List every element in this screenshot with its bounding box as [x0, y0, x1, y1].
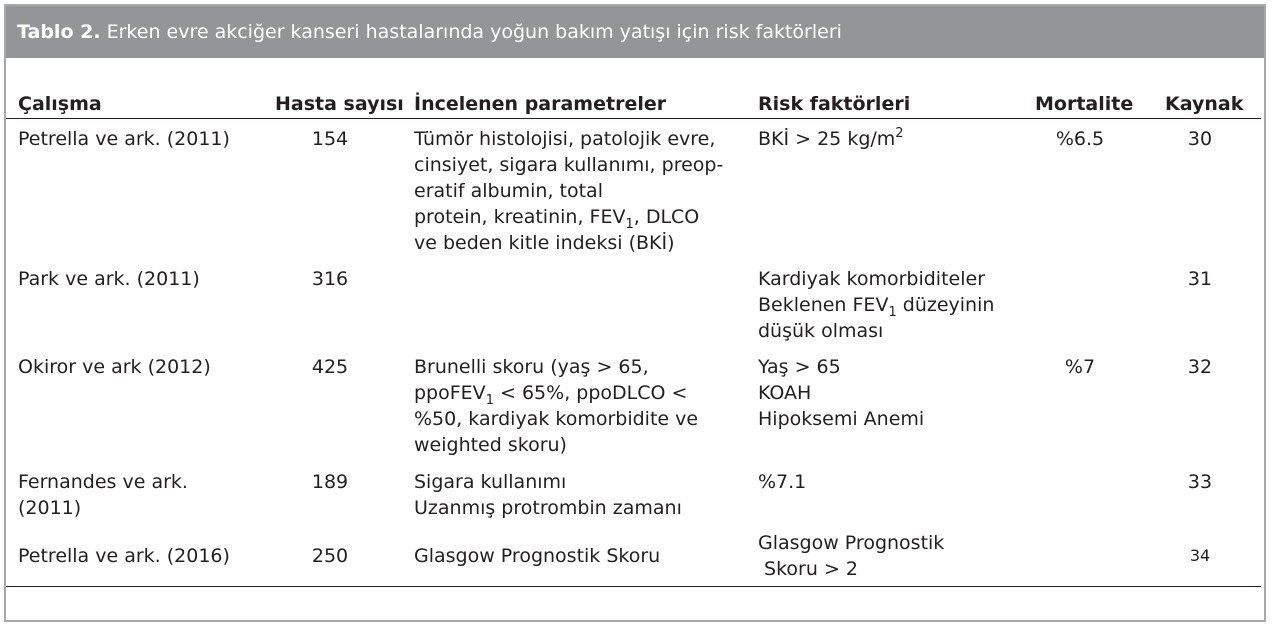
- row-5-ref: 34: [1189, 546, 1211, 565]
- header-params: İncelenen parametreler: [414, 93, 667, 115]
- row-5-study: Petrella ve ark. (2016): [18, 545, 230, 567]
- header-mortality: Mortalite: [1035, 93, 1134, 115]
- row-1-study: Petrella ve ark. (2011): [18, 128, 230, 150]
- row-3-risk: Yaş > 65 KOAH Hipoksemi Anemi: [758, 356, 925, 430]
- header-ref: Kaynak: [1165, 93, 1244, 115]
- row-2-risk: Kardiyak komorbiditeler Beklenen $FEV_1$ düzeyinin düşük olması: [758, 268, 995, 342]
- table-caption: [6, 6, 1264, 58]
- row-5-patients: 250: [311, 545, 349, 567]
- header-risk: Risk faktörleri: [758, 93, 911, 115]
- row-4-risk: %7.1: [758, 471, 807, 493]
- row-3-mortality: %7: [1064, 356, 1096, 378]
- row-2-study: Park ve ark. (2011): [18, 268, 200, 290]
- row-2-patients: 316: [311, 268, 349, 290]
- header-patients: Hasta sayısı: [275, 93, 404, 115]
- row-4-patients: 189: [311, 471, 349, 493]
- row-3-params: Brunelli skoru (yaş > 65, ppoFEV$_1$ < 65%, ppoDLCO < %50, kardiyak komorbidite ve weighted skoru): [414, 356, 699, 456]
- caption-text: Erken evre akciğer kanseri hastalarında yoğun bakım yatışı için risk faktörleri: [106, 21, 842, 43]
- header-study: Çalışma: [18, 93, 102, 115]
- row-1-patients: 154: [311, 128, 349, 150]
- header-rule: [6, 118, 1261, 119]
- row-4-ref: 33: [1187, 471, 1213, 493]
- row-1-mortality: %6.5: [1055, 128, 1105, 150]
- row-1-params: Tümör histolojisi, patolojik evre, cinsiyet, sigara kullanımı, preop- eratif albumin, total protein, kreatinin, $FEV_1$, DLCO ve beden kitle indeksi (BKİ): [414, 128, 724, 254]
- caption-label: Tablo 2.: [17, 21, 101, 43]
- row-2-ref: 31: [1187, 268, 1213, 290]
- row-3-patients: 425: [311, 356, 349, 378]
- row-5-params: Glasgow Prognostik Skoru: [414, 545, 661, 567]
- row-3-ref: 32: [1187, 356, 1213, 378]
- bottom-rule: [6, 586, 1261, 587]
- row-3-study: Okiror ve ark (2012): [18, 356, 211, 378]
- row-4-study: Fernandes ve ark. (2011): [18, 471, 188, 519]
- row-5-risk: Glasgow Prognostik Skoru > 2: [758, 532, 945, 580]
- row-1-risk: BKİ > 25 $kg/m^2$: [758, 126, 904, 150]
- row-4-params: Sigara kullanımı Uzanmış protrombin zamanı: [414, 471, 682, 519]
- row-1-ref: 30: [1187, 128, 1213, 150]
